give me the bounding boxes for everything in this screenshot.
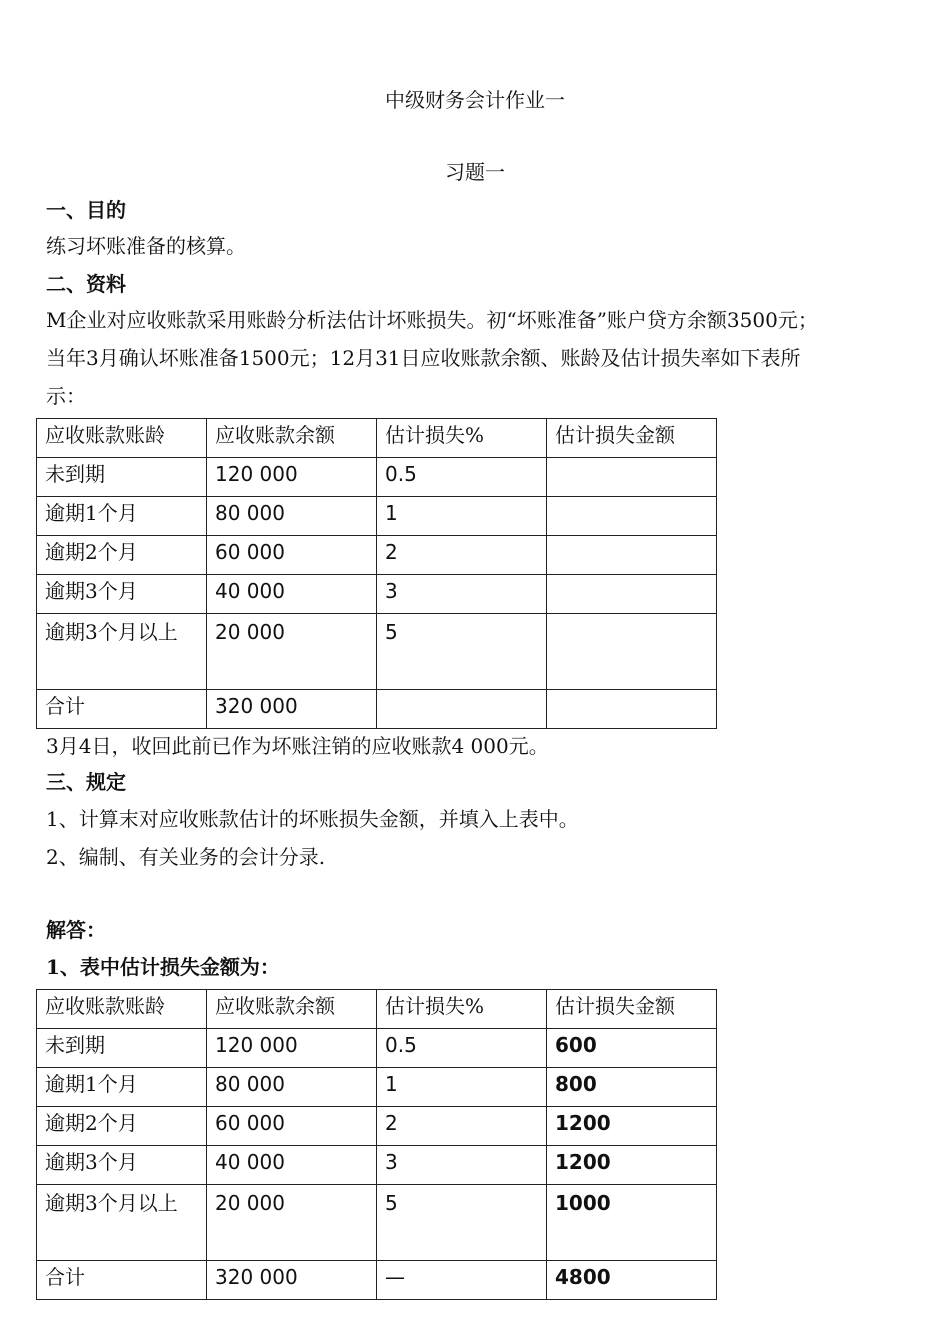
rate-cell: 2 (377, 536, 547, 575)
loss-cell (547, 497, 717, 536)
balance-cell: 320 000 (207, 1261, 377, 1300)
age-cell: 逾期1个月 (37, 1068, 207, 1107)
loss-cell: 4800 (547, 1261, 717, 1300)
loss-cell: 800 (547, 1068, 717, 1107)
requirement-1: 1、计算末对应收账款估计的坏账损失金额，并填入上表中。 (46, 807, 579, 831)
age-cell: 合计 (37, 1261, 207, 1300)
age-cell: 逾期2个月 (37, 1107, 207, 1146)
loss-cell (547, 614, 717, 690)
rate-cell: 3 (377, 575, 547, 614)
aging-table (36, 418, 717, 729)
loss-cell: 1200 (547, 1146, 717, 1185)
age-cell: 逾期2个月 (37, 536, 207, 575)
rate-cell (377, 690, 547, 729)
section-materials-heading: 二、资料 (46, 272, 126, 296)
section-requirements-heading: 三、规定 (46, 770, 126, 794)
header-cell: 应收账款账龄 (37, 990, 207, 1029)
table-header-row (37, 990, 717, 1029)
balance-cell: 60 000 (207, 1107, 377, 1146)
document-title: 中级财务会计作业一 (385, 88, 565, 112)
exercise-title: 习题一 (445, 160, 505, 184)
rate-cell: 0.5 (377, 1029, 547, 1068)
age-cell: 逾期3个月以上 (37, 614, 207, 690)
header-cell: 估计损失金额 (547, 990, 717, 1029)
rate-cell: 5 (377, 614, 547, 690)
rate-cell: 3 (377, 1146, 547, 1185)
header-cell: 估计损失% (377, 990, 547, 1029)
table-row (37, 536, 717, 575)
answer-subheading: 1、表中估计损失金额为： (46, 955, 280, 979)
age-cell: 逾期1个月 (37, 497, 207, 536)
materials-line-3: 示： (46, 384, 86, 408)
section-purpose-heading: 一、目的 (46, 198, 126, 222)
loss-cell (547, 575, 717, 614)
rate-cell: 5 (377, 1185, 547, 1261)
rate-cell: 0.5 (377, 458, 547, 497)
age-cell: 逾期3个月 (37, 1146, 207, 1185)
balance-cell: 80 000 (207, 1068, 377, 1107)
rate-cell: 1 (377, 1068, 547, 1107)
age-cell: 逾期3个月以上 (37, 1185, 207, 1261)
balance-cell: 20 000 (207, 1185, 377, 1261)
header-cell: 估计损失金额 (547, 419, 717, 458)
requirement-2: 2、编制、有关业务的会计分录. (46, 845, 326, 869)
header-cell: 应收账款余额 (207, 990, 377, 1029)
table-row (37, 497, 717, 536)
balance-cell: 20 000 (207, 614, 377, 690)
rate-cell: — (377, 1261, 547, 1300)
loss-cell: 600 (547, 1029, 717, 1068)
loss-cell (547, 458, 717, 497)
table-row (37, 458, 717, 497)
table-total-row (37, 1261, 717, 1300)
table-total-row (37, 690, 717, 729)
balance-cell: 60 000 (207, 536, 377, 575)
section-purpose-text: 练习坏账准备的核算。 (46, 234, 246, 258)
loss-cell: 1000 (547, 1185, 717, 1261)
materials-line-2: 当年3月确认坏账准备1500元；12月31日应收账款余额、账龄及估计损失率如下表所 (46, 346, 801, 370)
balance-cell: 320 000 (207, 690, 377, 729)
balance-cell: 120 000 (207, 458, 377, 497)
balance-cell: 120 000 (207, 1029, 377, 1068)
table-row (37, 1107, 717, 1146)
age-cell: 未到期 (37, 1029, 207, 1068)
rate-cell: 1 (377, 497, 547, 536)
table-row (37, 1029, 717, 1068)
balance-cell: 80 000 (207, 497, 377, 536)
loss-cell (547, 690, 717, 729)
answer-heading: 解答： (46, 918, 106, 942)
loss-cell (547, 536, 717, 575)
table-row (37, 575, 717, 614)
age-cell: 合计 (37, 690, 207, 729)
table-header-row (37, 419, 717, 458)
table-row (37, 1146, 717, 1185)
header-cell: 应收账款账龄 (37, 419, 207, 458)
loss-cell: 1200 (547, 1107, 717, 1146)
materials-line-1: M企业对应收账款采用账龄分析法估计坏账损失。初“坏账准备”账户贷方余额3500元； (46, 308, 818, 332)
table-row (37, 1068, 717, 1107)
table-row (37, 1185, 717, 1261)
rate-cell: 2 (377, 1107, 547, 1146)
balance-cell: 40 000 (207, 575, 377, 614)
age-cell: 未到期 (37, 458, 207, 497)
header-cell: 估计损失% (377, 419, 547, 458)
balance-cell: 40 000 (207, 1146, 377, 1185)
age-cell: 逾期3个月 (37, 575, 207, 614)
header-cell: 应收账款余额 (207, 419, 377, 458)
table-row (37, 614, 717, 690)
answer-table (36, 989, 717, 1300)
recovery-note: 3月4日，收回此前已作为坏账注销的应收账款4 000元。 (46, 734, 549, 758)
